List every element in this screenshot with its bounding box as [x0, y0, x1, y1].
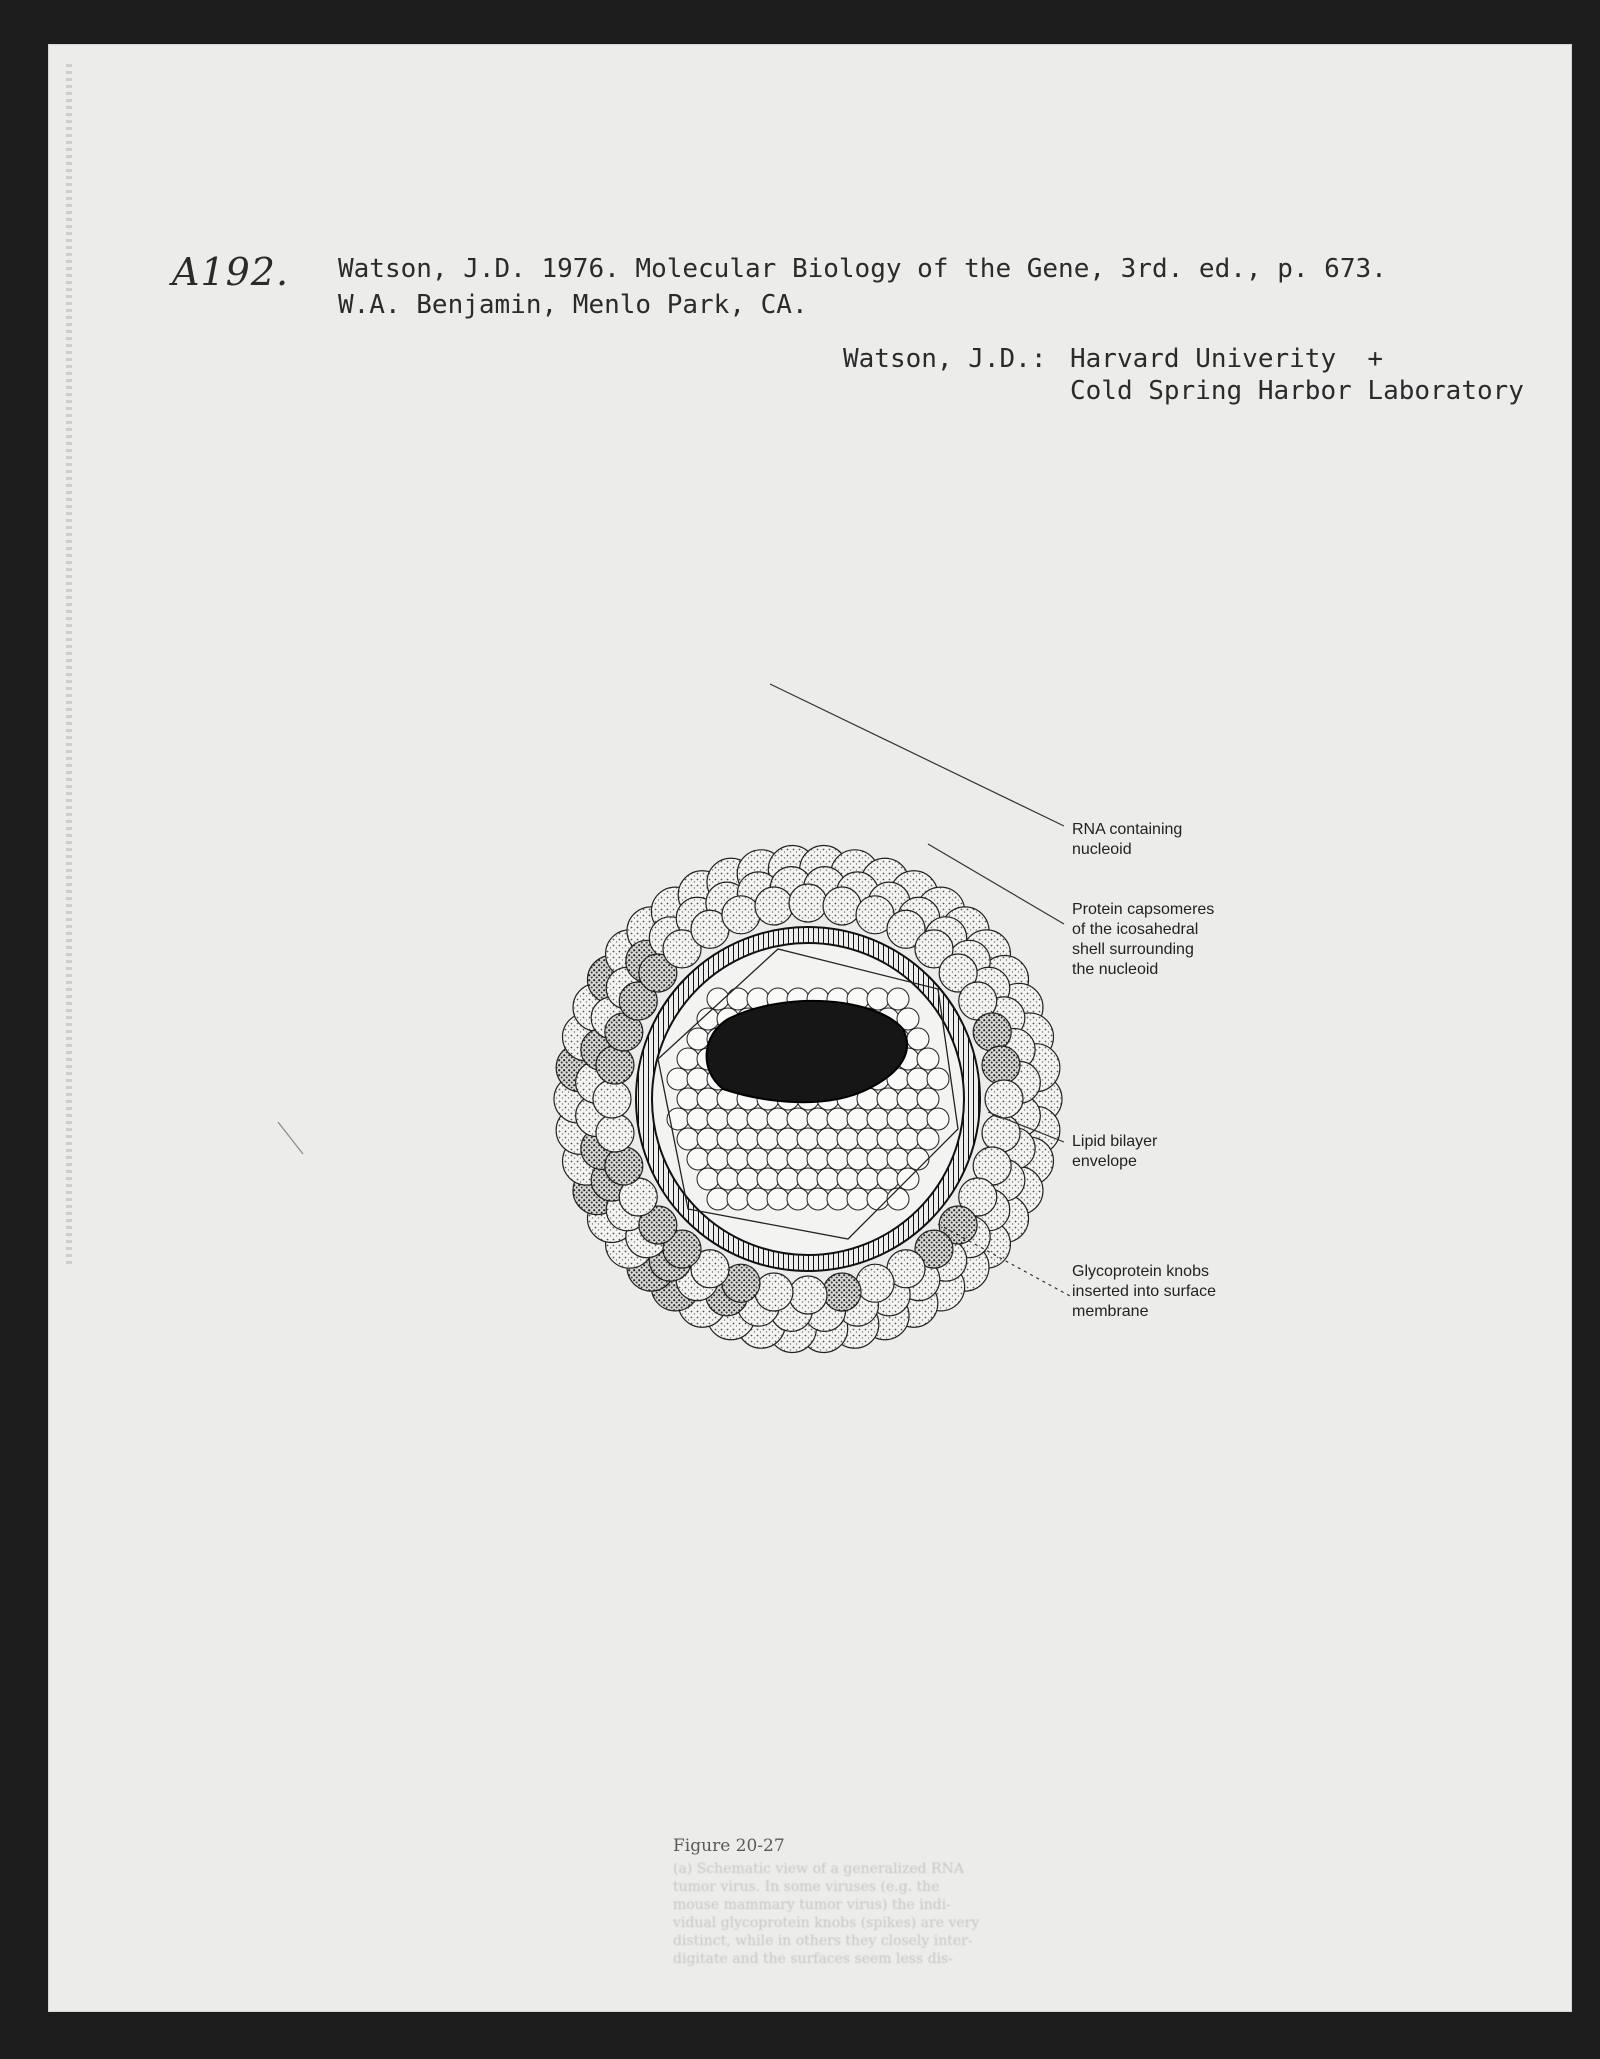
protein-capsomere — [677, 1088, 699, 1110]
protein-capsomere — [777, 1168, 799, 1190]
protein-capsomere — [877, 1088, 899, 1110]
protein-capsomere — [847, 1148, 869, 1170]
protein-capsomere — [697, 1088, 719, 1110]
protein-capsomere — [807, 1148, 829, 1170]
protein-capsomere — [697, 1128, 719, 1150]
protein-capsomere — [747, 1108, 769, 1130]
glycoprotein-knob — [856, 1264, 894, 1302]
protein-capsomere — [827, 1108, 849, 1130]
glycoprotein-knob — [982, 1114, 1020, 1152]
protein-capsomere — [917, 1048, 939, 1070]
protein-capsomere — [867, 1148, 889, 1170]
glycoprotein-knob — [755, 887, 793, 925]
citation-line-2: W.A. Benjamin, Menlo Park, CA. — [338, 290, 808, 320]
protein-capsomere — [887, 1188, 909, 1210]
protein-capsomere — [727, 1108, 749, 1130]
label-rna-line-1: RNA containing — [1072, 821, 1183, 838]
label-capsomeres-line-2: of the icosahedral — [1072, 921, 1199, 938]
protein-capsomere — [677, 1048, 699, 1070]
label-lipid-line-2: envelope — [1072, 1153, 1137, 1170]
protein-capsomere — [877, 1128, 899, 1150]
protein-capsomere — [927, 1068, 949, 1090]
label-capsomeres — [1072, 900, 1214, 980]
glycoprotein-knob — [605, 1147, 643, 1185]
label-glyco-line-2: inserted into surface — [1072, 1283, 1217, 1300]
glycoprotein-knob — [789, 884, 827, 922]
protein-capsomere — [837, 1168, 859, 1190]
glycoprotein-knob — [982, 1046, 1020, 1084]
affiliation-2: Cold Spring Harbor Laboratory — [1070, 376, 1524, 406]
protein-capsomere — [777, 1128, 799, 1150]
author-label: Watson, J.D.: — [843, 344, 1047, 374]
protein-capsomere — [687, 1148, 709, 1170]
label-glyco-line-1: Glycoprotein knobs — [1072, 1263, 1209, 1280]
glycoprotein-knob — [593, 1080, 631, 1118]
protein-capsomere — [737, 1128, 759, 1150]
label-lipid-line-1: Lipid bilayer — [1072, 1133, 1158, 1150]
glycoprotein-knob — [985, 1080, 1023, 1118]
protein-capsomere — [767, 1108, 789, 1130]
protein-capsomere — [797, 1128, 819, 1150]
protein-capsomere — [807, 1188, 829, 1210]
label-glycoprotein — [1072, 1262, 1216, 1322]
caption-line: vidual glycoprotein knobs (spikes) are very — [673, 1915, 980, 1931]
protein-capsomere — [847, 1188, 869, 1210]
protein-capsomere — [897, 1128, 919, 1150]
protein-capsomere — [887, 1148, 909, 1170]
caption-line: digitate and the surfaces seem less dis- — [673, 1951, 953, 1967]
citation-line-1: Watson, J.D. 1976. Molecular Biology of the Gene, 3rd. ed., p. 673. — [338, 254, 1387, 284]
protein-capsomere — [757, 1168, 779, 1190]
protein-capsomere — [717, 1128, 739, 1150]
protein-capsomere — [817, 1168, 839, 1190]
affiliation-1: Harvard Univerity + — [1070, 344, 1384, 374]
protein-capsomere — [687, 1028, 709, 1050]
protein-capsomere — [917, 1088, 939, 1110]
protein-capsomere — [727, 1188, 749, 1210]
protein-capsomere — [907, 1148, 929, 1170]
protein-capsomere — [877, 1168, 899, 1190]
glycoprotein-knob — [973, 1013, 1011, 1051]
glycoprotein-knob — [823, 887, 861, 925]
glycoprotein-knob — [823, 1273, 861, 1311]
handwritten-id: A192. — [172, 250, 290, 294]
protein-capsomere — [817, 1128, 839, 1150]
virus-drawing — [554, 846, 1062, 1353]
protein-capsomere — [707, 988, 729, 1010]
protein-capsomere — [717, 1168, 739, 1190]
caption-line: mouse mammary tumor virus) the indi- — [673, 1897, 951, 1913]
protein-capsomere — [727, 1148, 749, 1170]
protein-capsomere — [917, 1128, 939, 1150]
protein-capsomere — [907, 1028, 929, 1050]
protein-capsomere — [697, 1168, 719, 1190]
label-capsomeres-line-3: shell surrounding — [1072, 941, 1194, 958]
protein-capsomere — [827, 1188, 849, 1210]
protein-capsomere — [867, 1188, 889, 1210]
protein-capsomere — [847, 1108, 869, 1130]
protein-capsomere — [897, 1088, 919, 1110]
caption-line: distinct, while in others they closely inter- — [673, 1933, 973, 1949]
glycoprotein-knob — [755, 1273, 793, 1311]
protein-capsomere — [857, 1128, 879, 1150]
protein-capsomere — [857, 1168, 879, 1190]
glycoprotein-knob — [722, 896, 760, 934]
protein-capsomere — [707, 1148, 729, 1170]
protein-capsomere — [697, 1008, 719, 1030]
label-capsomeres-line-1: Protein capsomeres — [1072, 901, 1215, 918]
protein-capsomere — [907, 1068, 929, 1090]
protein-capsomere — [827, 1148, 849, 1170]
virus-illustration — [48, 44, 1572, 2012]
protein-capsomere — [767, 1148, 789, 1170]
figure-caption — [673, 1860, 1073, 1968]
protein-capsomere — [727, 988, 749, 1010]
label-lipid-bilayer — [1072, 1132, 1157, 1172]
protein-capsomere — [757, 1128, 779, 1150]
protein-capsomere — [687, 1068, 709, 1090]
protein-capsomere — [807, 1108, 829, 1130]
protein-capsomere — [747, 1188, 769, 1210]
glycoprotein-knob — [596, 1114, 634, 1152]
protein-capsomere — [907, 1108, 929, 1130]
protein-capsomere — [887, 1108, 909, 1130]
protein-capsomere — [837, 1128, 859, 1150]
protein-capsomere — [737, 1168, 759, 1190]
glycoprotein-knob — [789, 1276, 827, 1314]
label-rna-nucleoid — [1072, 820, 1182, 860]
protein-capsomere — [787, 1108, 809, 1130]
protein-capsomere — [787, 1148, 809, 1170]
protein-capsomere — [797, 1168, 819, 1190]
protein-capsomere — [767, 1188, 789, 1210]
protein-capsomere — [867, 988, 889, 1010]
caption-line: tumor virus. In some viruses (e.g. the — [673, 1879, 940, 1895]
protein-capsomere — [867, 1108, 889, 1130]
caption-title: Figure 20-27 — [673, 1836, 785, 1856]
protein-capsomere — [887, 988, 909, 1010]
protein-capsomere — [927, 1108, 949, 1130]
label-capsomeres-line-4: the nucleoid — [1072, 961, 1159, 978]
glycoprotein-knob — [596, 1046, 634, 1084]
protein-capsomere — [747, 1148, 769, 1170]
document-page — [48, 44, 1572, 2012]
protein-capsomere — [787, 1188, 809, 1210]
label-rna-line-2: nucleoid — [1072, 841, 1132, 858]
protein-capsomere — [687, 1108, 709, 1130]
label-glyco-line-3: membrane — [1072, 1303, 1149, 1320]
caption-line: (a) Schematic view of a generalized RNA — [673, 1861, 964, 1877]
protein-capsomere — [707, 1188, 729, 1210]
protein-capsomere — [667, 1068, 689, 1090]
protein-capsomere — [677, 1128, 699, 1150]
protein-capsomere — [707, 1108, 729, 1130]
